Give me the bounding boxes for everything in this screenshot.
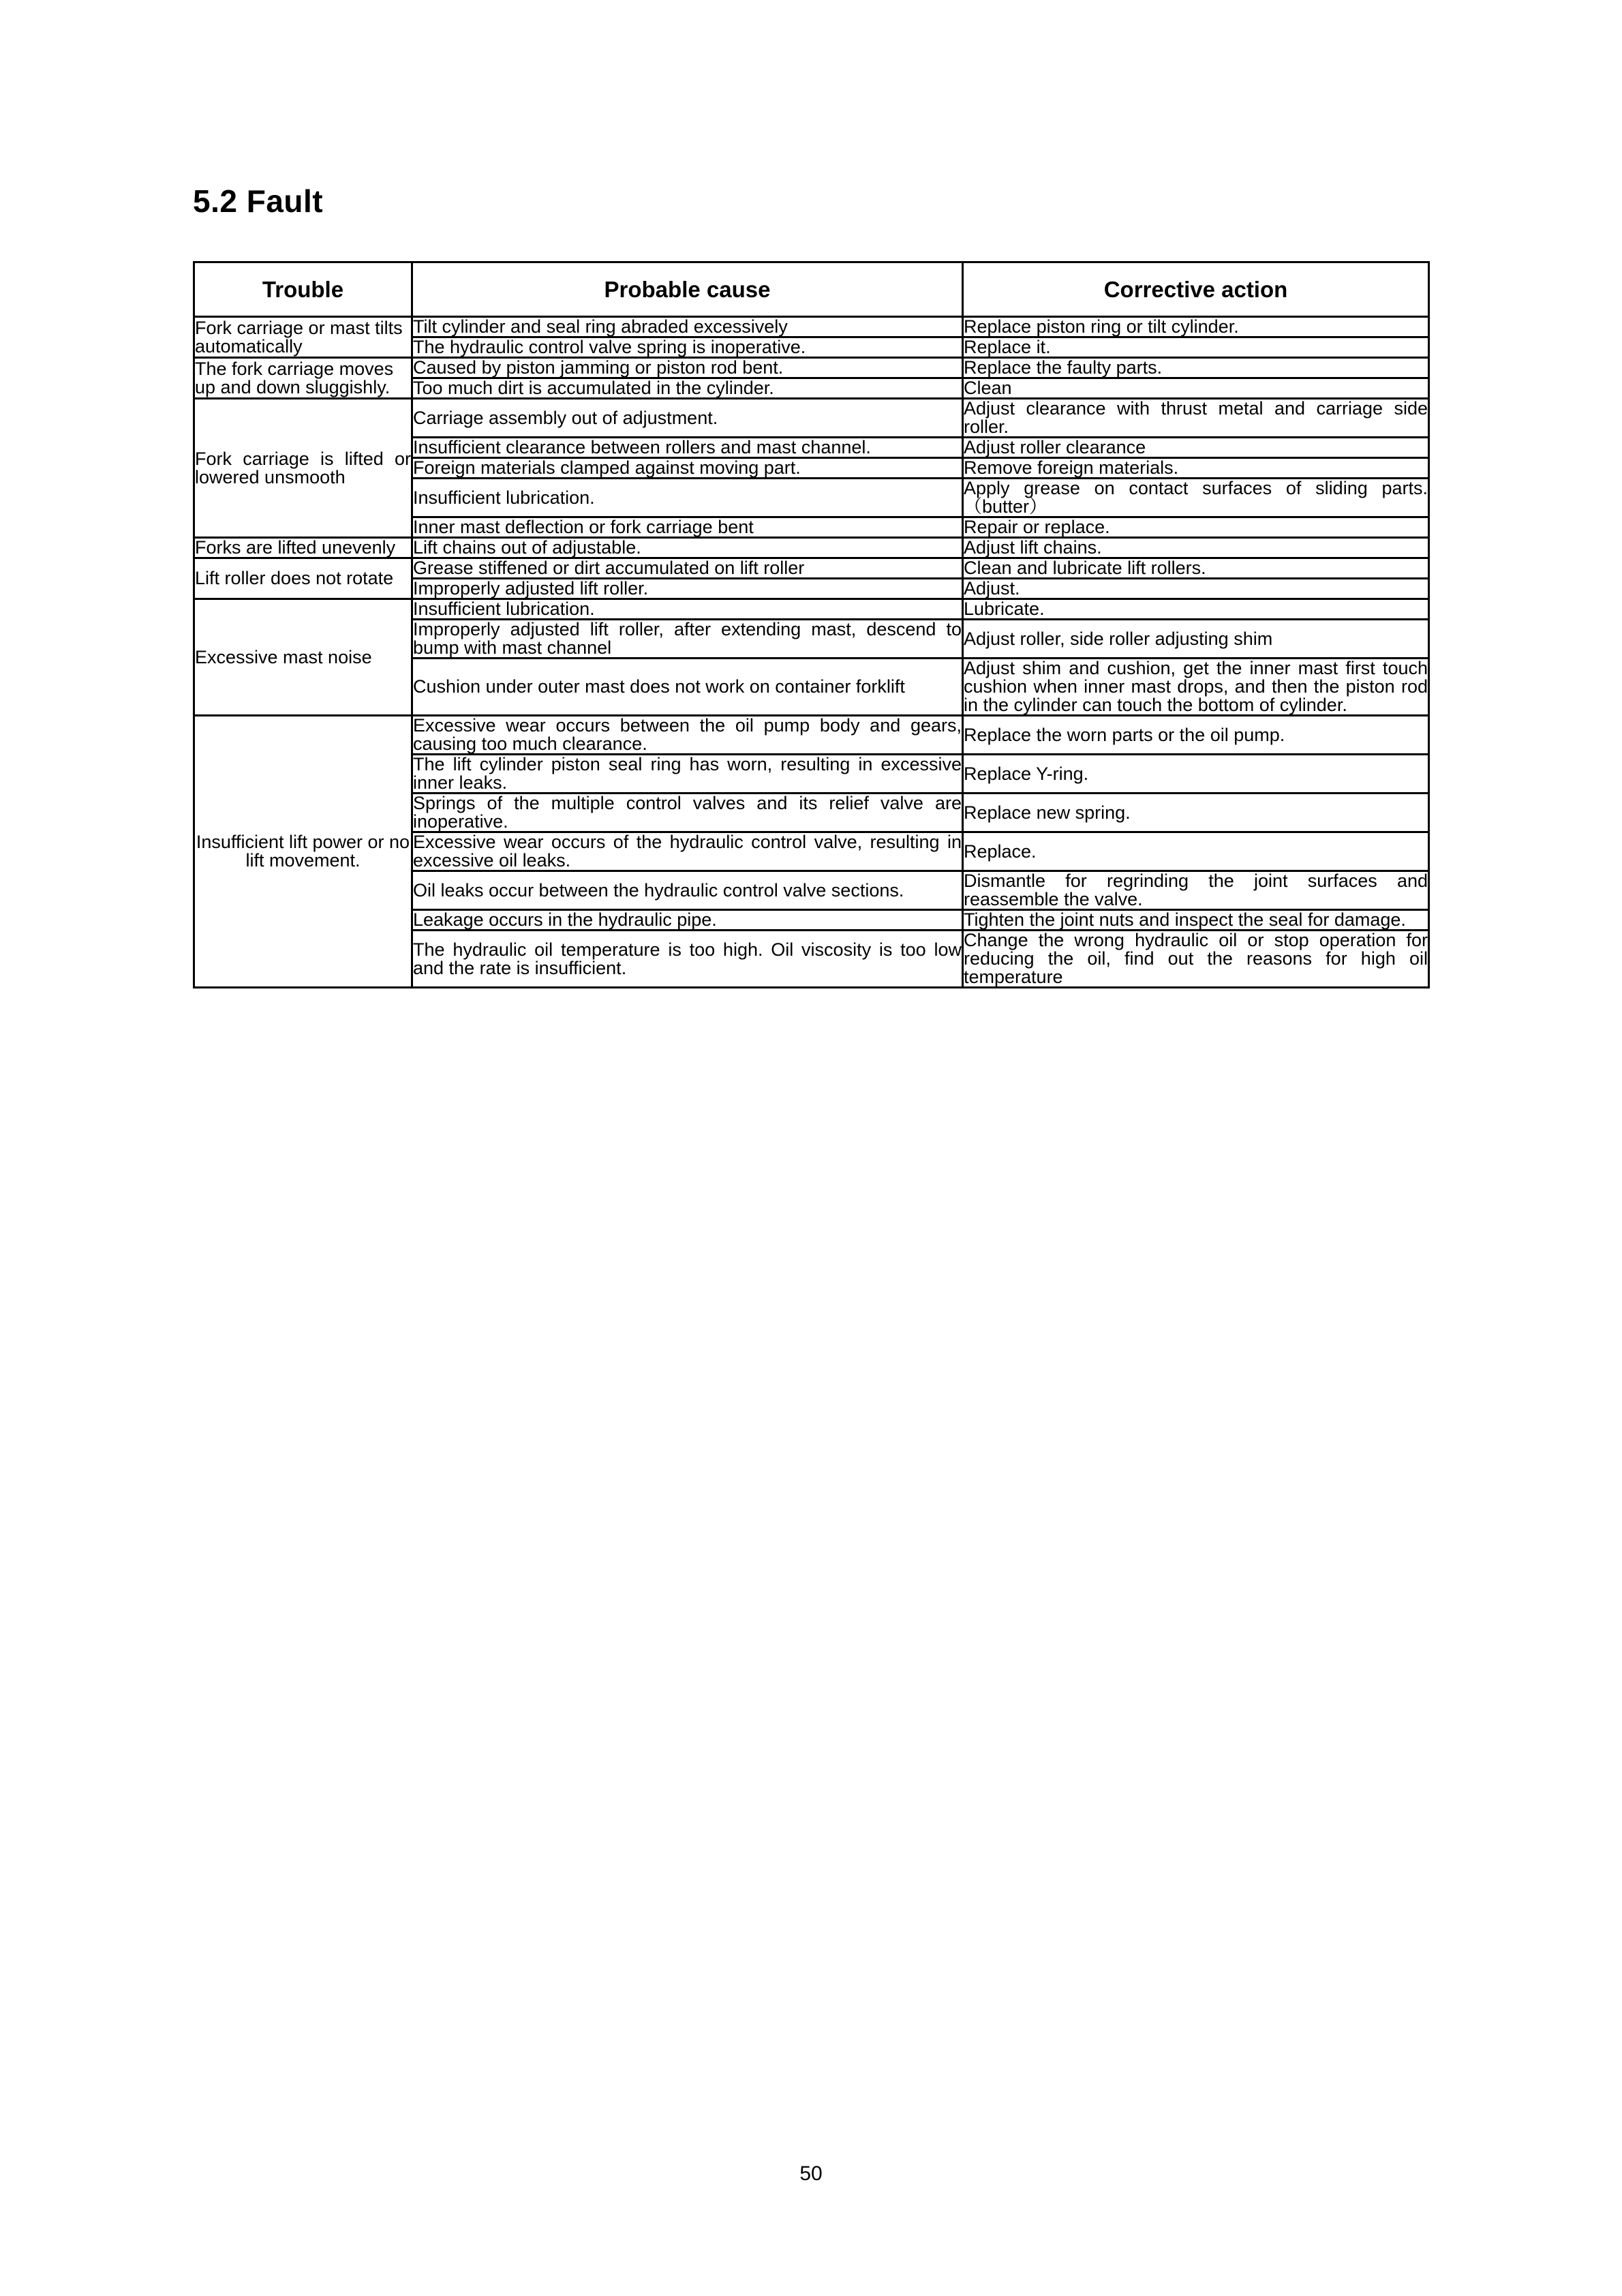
corrective-action-cell: Replace the faulty parts. [963, 358, 1429, 378]
table-row [194, 599, 1429, 620]
probable-cause-cell: Springs of the multiple control valves and its relief valve are inoperative. [413, 793, 962, 832]
corrective-action-cell: Repair or replace. [963, 517, 1429, 538]
probable-cause-cell: The lift cylinder piston seal ring has worn, resulting in excessive inner leaks. [413, 754, 962, 793]
table-header-row [194, 262, 1429, 317]
probable-cause-cell: Too much dirt is accumulated in the cylinder. [412, 378, 963, 399]
corrective-action-cell: Adjust. [963, 579, 1429, 599]
trouble-cell: Fork carriage or mast tilts automatically [194, 317, 412, 358]
probable-cause-cell: Lift chains out of adjustable. [412, 538, 963, 558]
probable-cause-cell: Leakage occurs in the hydraulic pipe. [412, 910, 963, 931]
fault-table [193, 261, 1430, 988]
fault-table-container [193, 261, 1428, 988]
corrective-action-cell: Replace. [963, 832, 1429, 871]
trouble-cell: Forks are lifted unevenly [194, 538, 412, 558]
table-row [194, 716, 1429, 755]
probable-cause-cell: Foreign materials clamped against moving part. [412, 458, 963, 479]
corrective-action-cell: Apply grease on contact surfaces of sliding parts.（butter） [964, 478, 1428, 517]
probable-cause-cell: Excessive wear occurs of the hydraulic control valve, resulting in excessive oil leaks. [413, 832, 962, 871]
table-row [194, 538, 1429, 558]
column-header-trouble: Trouble [194, 262, 412, 317]
table-row [194, 358, 1429, 378]
probable-cause-cell: Insufficient lubrication. [412, 599, 963, 620]
probable-cause-cell: The hydraulic oil temperature is too high. Oil viscosity is too low and the rate is insufficient. [412, 931, 963, 988]
corrective-action-cell: Adjust roller clearance [963, 438, 1429, 458]
corrective-action-cell: Change the wrong hydraulic oil or stop operation for reducing the oil, find out the reasons for high oil temperature [964, 930, 1428, 987]
corrective-action-cell: Replace the worn parts or the oil pump. [963, 716, 1429, 755]
page-number: 50 [799, 2162, 823, 2185]
probable-cause-cell: Cushion under outer mast does not work on container forklift [412, 659, 963, 716]
corrective-action-cell: Replace piston ring or tilt cylinder. [963, 317, 1429, 337]
corrective-action-cell: Replace Y-ring. [963, 755, 1429, 794]
table-row [194, 317, 1429, 337]
probable-cause-cell: Grease stiffened or dirt accumulated on lift roller [412, 558, 963, 579]
column-header-probable-cause: Probable cause [412, 262, 963, 317]
probable-cause-cell: Caused by piston jamming or piston rod bent. [412, 358, 963, 378]
table-row [194, 558, 1429, 579]
probable-cause-cell: Inner mast deflection or fork carriage bent [412, 517, 963, 538]
probable-cause-cell: Carriage assembly out of adjustment. [412, 399, 963, 438]
corrective-action-cell: Remove foreign materials. [963, 458, 1429, 479]
corrective-action-cell: Adjust roller, side roller adjusting shim [963, 620, 1429, 659]
trouble-cell: Lift roller does not rotate [194, 558, 412, 599]
corrective-action-cell: Adjust clearance with thrust metal and carriage side roller. [964, 398, 1428, 437]
table-body [194, 317, 1429, 988]
corrective-action-cell: Clean and lubricate lift rollers. [963, 558, 1429, 579]
probable-cause-cell: Improperly adjusted lift roller. [412, 579, 963, 599]
probable-cause-cell: Improperly adjusted lift roller, after extending mast, descend to bump with mast channel [413, 619, 962, 658]
probable-cause-cell: The hydraulic control valve spring is inoperative. [412, 337, 963, 358]
corrective-action-cell: Replace new spring. [963, 794, 1429, 832]
table-row [194, 399, 1429, 438]
table-header [194, 262, 1429, 317]
corrective-action-cell: Tighten the joint nuts and inspect the seal for damage. [963, 910, 1429, 931]
trouble-cell: Fork carriage is lifted or lowered unsmooth [194, 399, 412, 538]
section-heading: 5.2 Fault [193, 183, 324, 219]
corrective-action-cell: Lubricate. [963, 599, 1429, 620]
corrective-action-cell: Replace it. [963, 337, 1429, 358]
corrective-action-cell: Dismantle for regrinding the joint surfaces and reassemble the valve. [964, 871, 1428, 909]
probable-cause-cell: Oil leaks occur between the hydraulic control valve sections. [412, 871, 963, 910]
corrective-action-cell: Adjust shim and cushion, get the inner mast first touch cushion when inner mast drops, and then the piston rod in the cylinder can touch the bottom of cylinder. [964, 658, 1428, 715]
probable-cause-cell: Tilt cylinder and seal ring abraded excessively [412, 317, 963, 337]
corrective-action-cell: Clean [963, 378, 1429, 399]
trouble-cell: The fork carriage moves up and down sluggishly. [194, 358, 412, 399]
column-header-corrective-action: Corrective action [963, 262, 1429, 317]
probable-cause-cell: Insufficient lubrication. [412, 479, 963, 517]
trouble-cell: Insufficient lift power or no lift movement. [194, 716, 412, 988]
trouble-cell: Excessive mast noise [194, 599, 412, 716]
probable-cause-cell: Excessive wear occurs between the oil pump body and gears, causing too much clearance. [413, 715, 962, 754]
corrective-action-cell: Adjust lift chains. [963, 538, 1429, 558]
probable-cause-cell: Insufficient clearance between rollers and mast channel. [412, 438, 963, 458]
